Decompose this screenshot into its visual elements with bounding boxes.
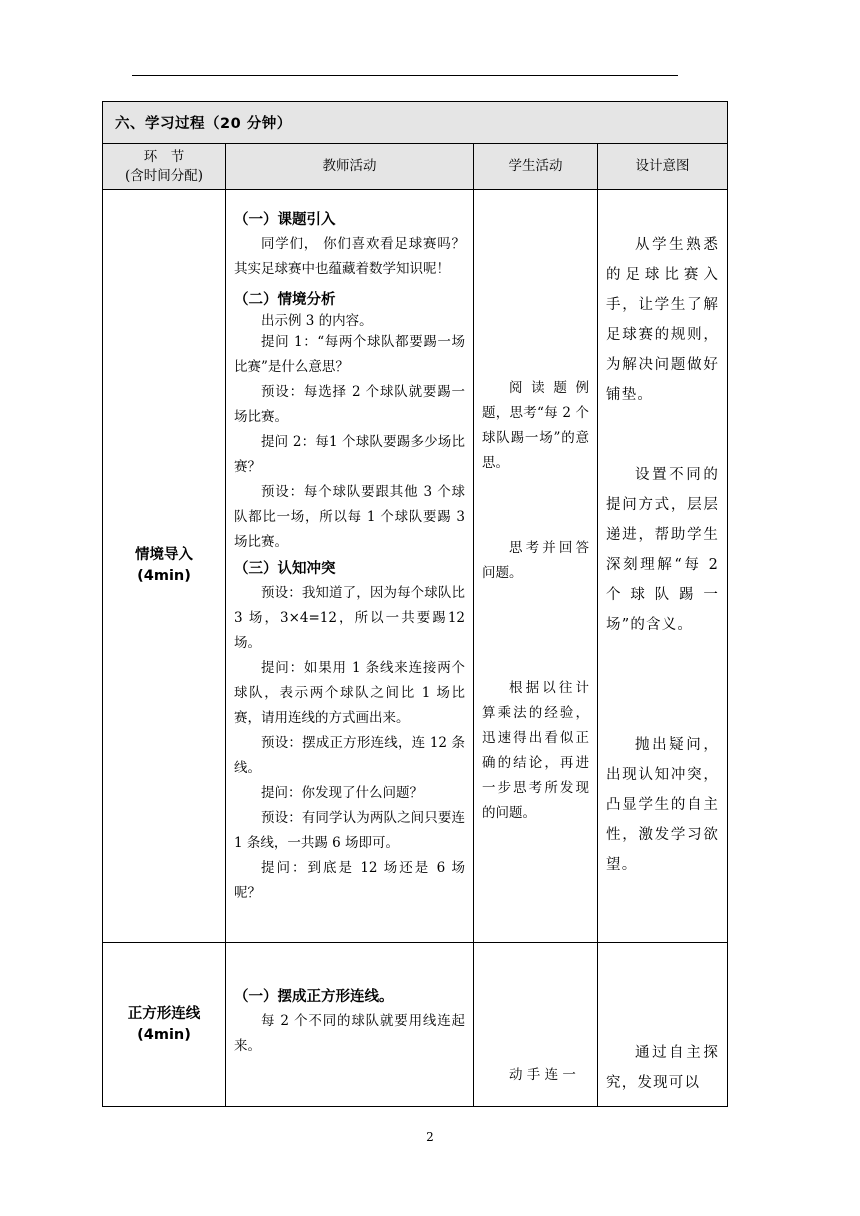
- paragraph: 预设：每选择 2 个球队就要踢一场比赛。: [234, 384, 465, 425]
- paragraph: 出示例 3 的内容。: [261, 313, 373, 329]
- subheading: （一）摆成正方形连线。: [234, 989, 394, 1005]
- paragraph: 动 手 连 一: [509, 1067, 576, 1083]
- paragraph: 预设：有同学认为两队之间只要连 1 条线，一共踢 6 场即可。: [234, 810, 465, 851]
- section-title: 六、学习过程（20 分钟）: [103, 102, 728, 144]
- lesson-table: [102, 101, 728, 1107]
- paragraph: 根据以往计算乘法的经验，迅速得出看似正确的结论，再进一步思考所发现的问题。: [482, 680, 589, 821]
- subheading: （三）认知冲突: [234, 561, 336, 577]
- paragraph: 预设：摆成正方形连线，连 12 条线。: [234, 735, 465, 776]
- paragraph: 阅读题例题，思考“每 2 个球队踢一场”的意思。: [482, 380, 589, 471]
- stage-time: (4min): [137, 568, 191, 584]
- stage-cell: [103, 943, 226, 1107]
- paragraph: 预设：每个球队要跟其他 3 个球队都比一场，所以每 1 个球队要踢 3场比赛。: [234, 484, 465, 550]
- paragraph: 预设：我知道了，因为每个球队比 3 场，3×4=12，所以一共要踢12 场。: [234, 585, 465, 651]
- page-number: 2: [426, 1130, 434, 1144]
- header-row: [103, 144, 728, 190]
- header-stage-line2: (含时间分配): [124, 167, 204, 184]
- design-intent: [598, 943, 728, 1107]
- paragraph: 设置不同的提问方式，层层递进，帮助学生深刻理解“每 2 个球队踢一场”的含义。: [606, 467, 720, 633]
- stage-cell: [103, 190, 226, 943]
- teacher-activity: [226, 190, 474, 943]
- teacher-activity: [226, 943, 474, 1107]
- subheading: （一）课题引入: [234, 212, 336, 228]
- paragraph: 提问：你发现了什么问题？: [261, 785, 423, 801]
- header-stage-line1: 环 节: [143, 148, 185, 165]
- header-student: 学生活动: [474, 144, 598, 190]
- stage-name: 情境导入: [135, 547, 193, 563]
- row-situation-intro: [103, 190, 728, 943]
- header-rule: [132, 75, 678, 76]
- paragraph: 提问 1：“每两个球队都要踢一场比赛”是什么意思？: [234, 334, 465, 375]
- paragraph: 从学生熟悉的足球比赛入手，让学生了解足球赛的规则，为解决问题做好铺垫。: [606, 237, 720, 403]
- paragraph: 提问：到底是 12 场还是 6 场呢？: [234, 860, 465, 901]
- design-intent: [598, 190, 728, 943]
- paragraph: 同学们， 你们喜欢看足球赛吗？其实足球赛中也蕴藏着数学知识呢！: [234, 236, 465, 277]
- paragraph: 提问：如果用 1 条线来连接两个球队，表示两个球队之间比 1 场比赛，请用连线的方式画出来。: [234, 660, 465, 726]
- paragraph: 每 2 个不同的球队就要用线连起来。: [234, 1013, 465, 1054]
- paragraph: 抛出疑问，出现认知冲突，凸显学生的自主性，激发学习欲望。: [606, 737, 720, 873]
- header-design: 设计意图: [598, 144, 728, 190]
- paragraph: 思考并回答问题。: [482, 540, 589, 581]
- header-teacher: 教师活动: [226, 144, 474, 190]
- stage-name: 正方形连线: [127, 1005, 201, 1022]
- row-square-connection: [103, 943, 728, 1107]
- header-stage: [103, 144, 226, 190]
- student-activity: [474, 943, 598, 1107]
- student-activity: [474, 190, 598, 943]
- subheading: （二）情境分析: [234, 292, 336, 308]
- paragraph: 通过自主探究，发现可以: [606, 1045, 720, 1091]
- paragraph: 提问 2：每1 个球队要踢多少场比赛？: [234, 434, 465, 475]
- stage-time: (4min): [137, 1026, 191, 1043]
